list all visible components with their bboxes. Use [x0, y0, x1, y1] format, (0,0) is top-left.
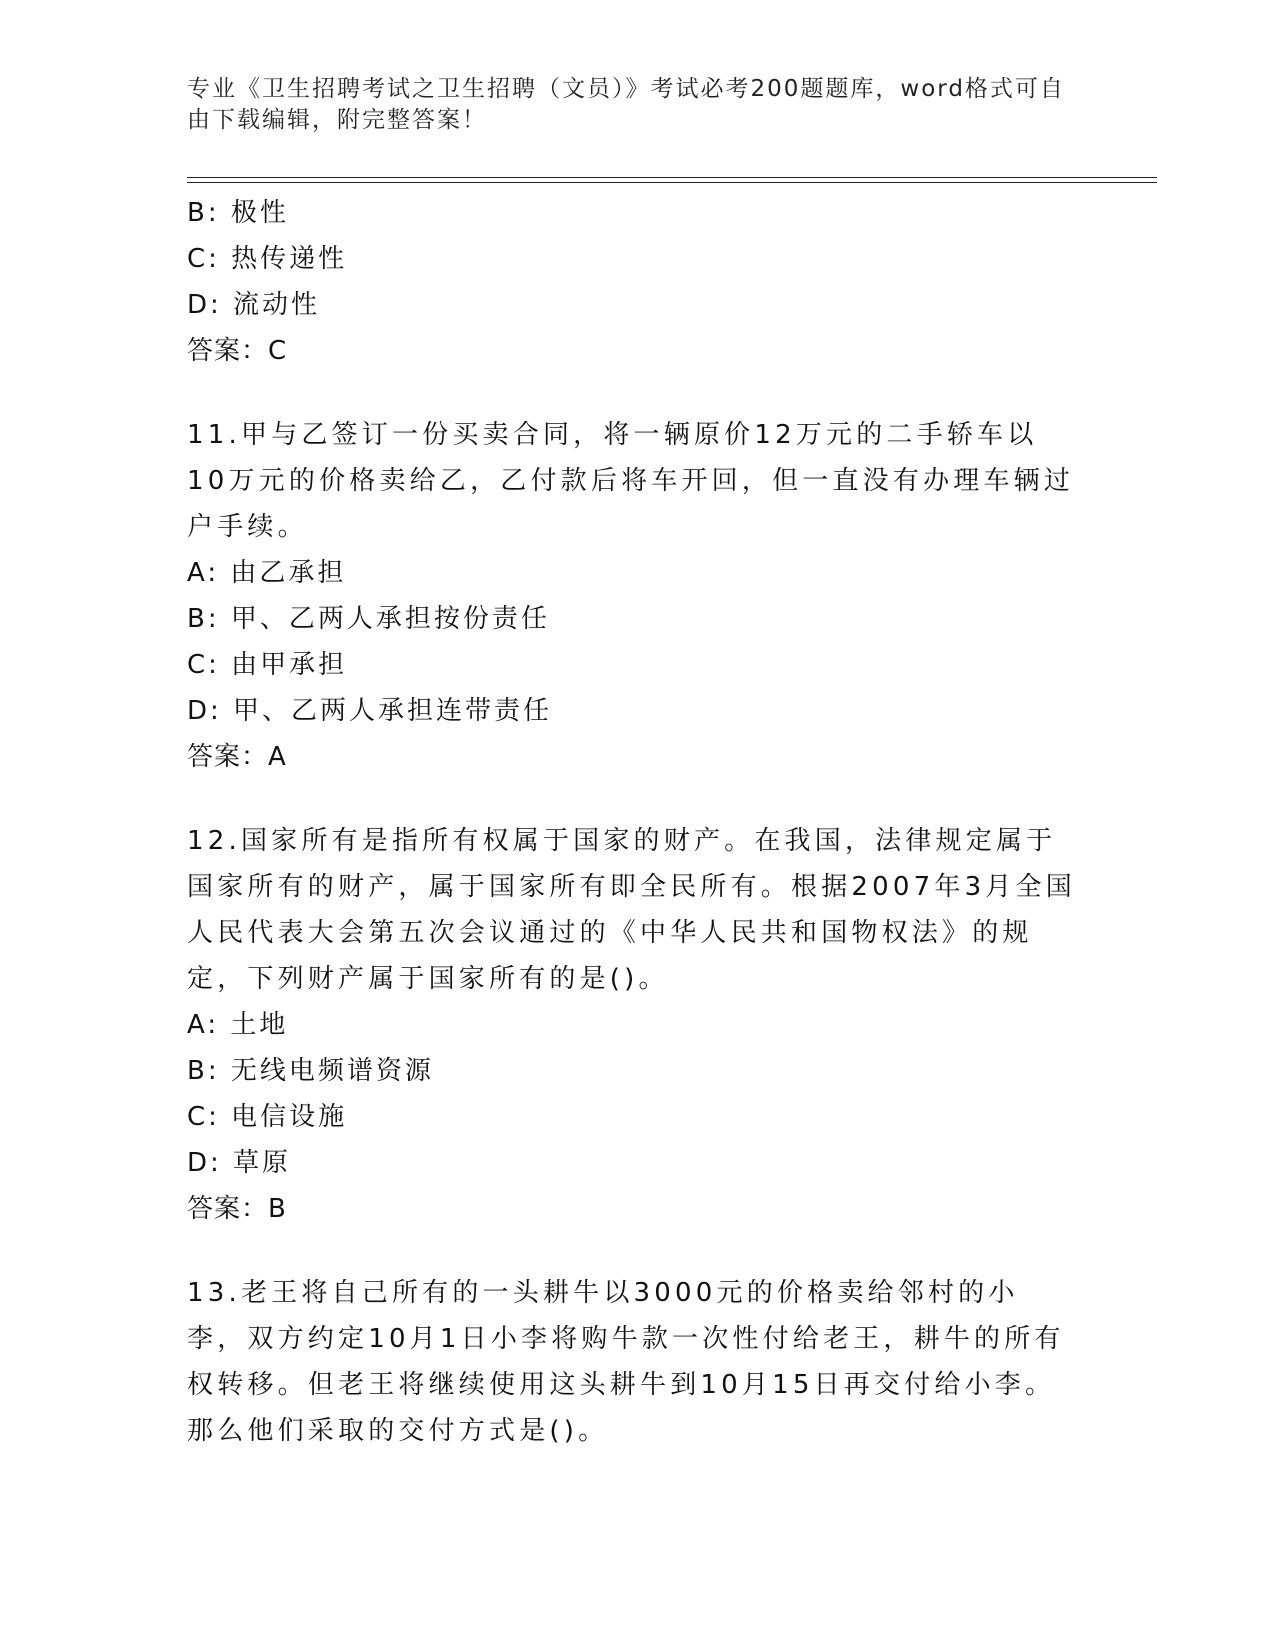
option-d: D: 流动性: [187, 290, 321, 320]
header-divider-top: [187, 177, 1157, 178]
question-12: [187, 818, 1087, 1232]
option-b: B: 甲、乙两人承担按份责任: [187, 604, 550, 634]
header-divider-bottom: [187, 182, 1157, 183]
question-13: [187, 1270, 1087, 1454]
question-stem: 11.甲与乙签订一份买卖合同，将一辆原价12万元的二手轿车以10万元的价格卖给乙，乙付款后将车开回，但一直没有办理车辆过户手续。: [187, 420, 1075, 542]
option-c: C: 热传递性: [187, 244, 348, 274]
question-stem: 12.国家所有是指所有权属于国家的财产。在我国，法律规定属于国家所有的财产，属于国家所有即全民所有。根据2007年3月全国人民代表大会第五次会议通过的《中华人民共和国物权法》的规定，下列财产属于国家所有的是()。: [187, 826, 1076, 994]
document-header: 专业《卫生招聘考试之卫生招聘（文员）》考试必考200题题库，word格式可自由下载编辑，附完整答案！: [187, 76, 1065, 133]
answer: 答案：A: [187, 742, 287, 772]
question-stem: 13.老王将自己所有的一头耕牛以3000元的价格卖给邻村的小李，双方约定10月1日小李将购牛款一次性付给老王，耕牛的所有权转移。但老王将继续使用这头耕牛到10月15日再交付给小李。那么他们采取的交付方式是()。: [187, 1278, 1065, 1446]
answer: 答案：B: [187, 1194, 287, 1224]
question-list: [187, 190, 1087, 1454]
option-a: A: 由乙承担: [187, 558, 347, 588]
question-11: [187, 412, 1087, 780]
option-c: C: 电信设施: [187, 1102, 348, 1132]
answer: 答案：C: [187, 336, 288, 366]
option-b: B: 极性: [187, 198, 289, 228]
option-d: D: 甲、乙两人承担连带责任: [187, 696, 553, 726]
option-d: D: 草原: [187, 1148, 292, 1178]
option-b: B: 无线电频谱资源: [187, 1056, 434, 1086]
question-10: [187, 190, 1087, 374]
option-c: C: 由甲承担: [187, 650, 348, 680]
option-a: A: 土地: [187, 1010, 289, 1040]
